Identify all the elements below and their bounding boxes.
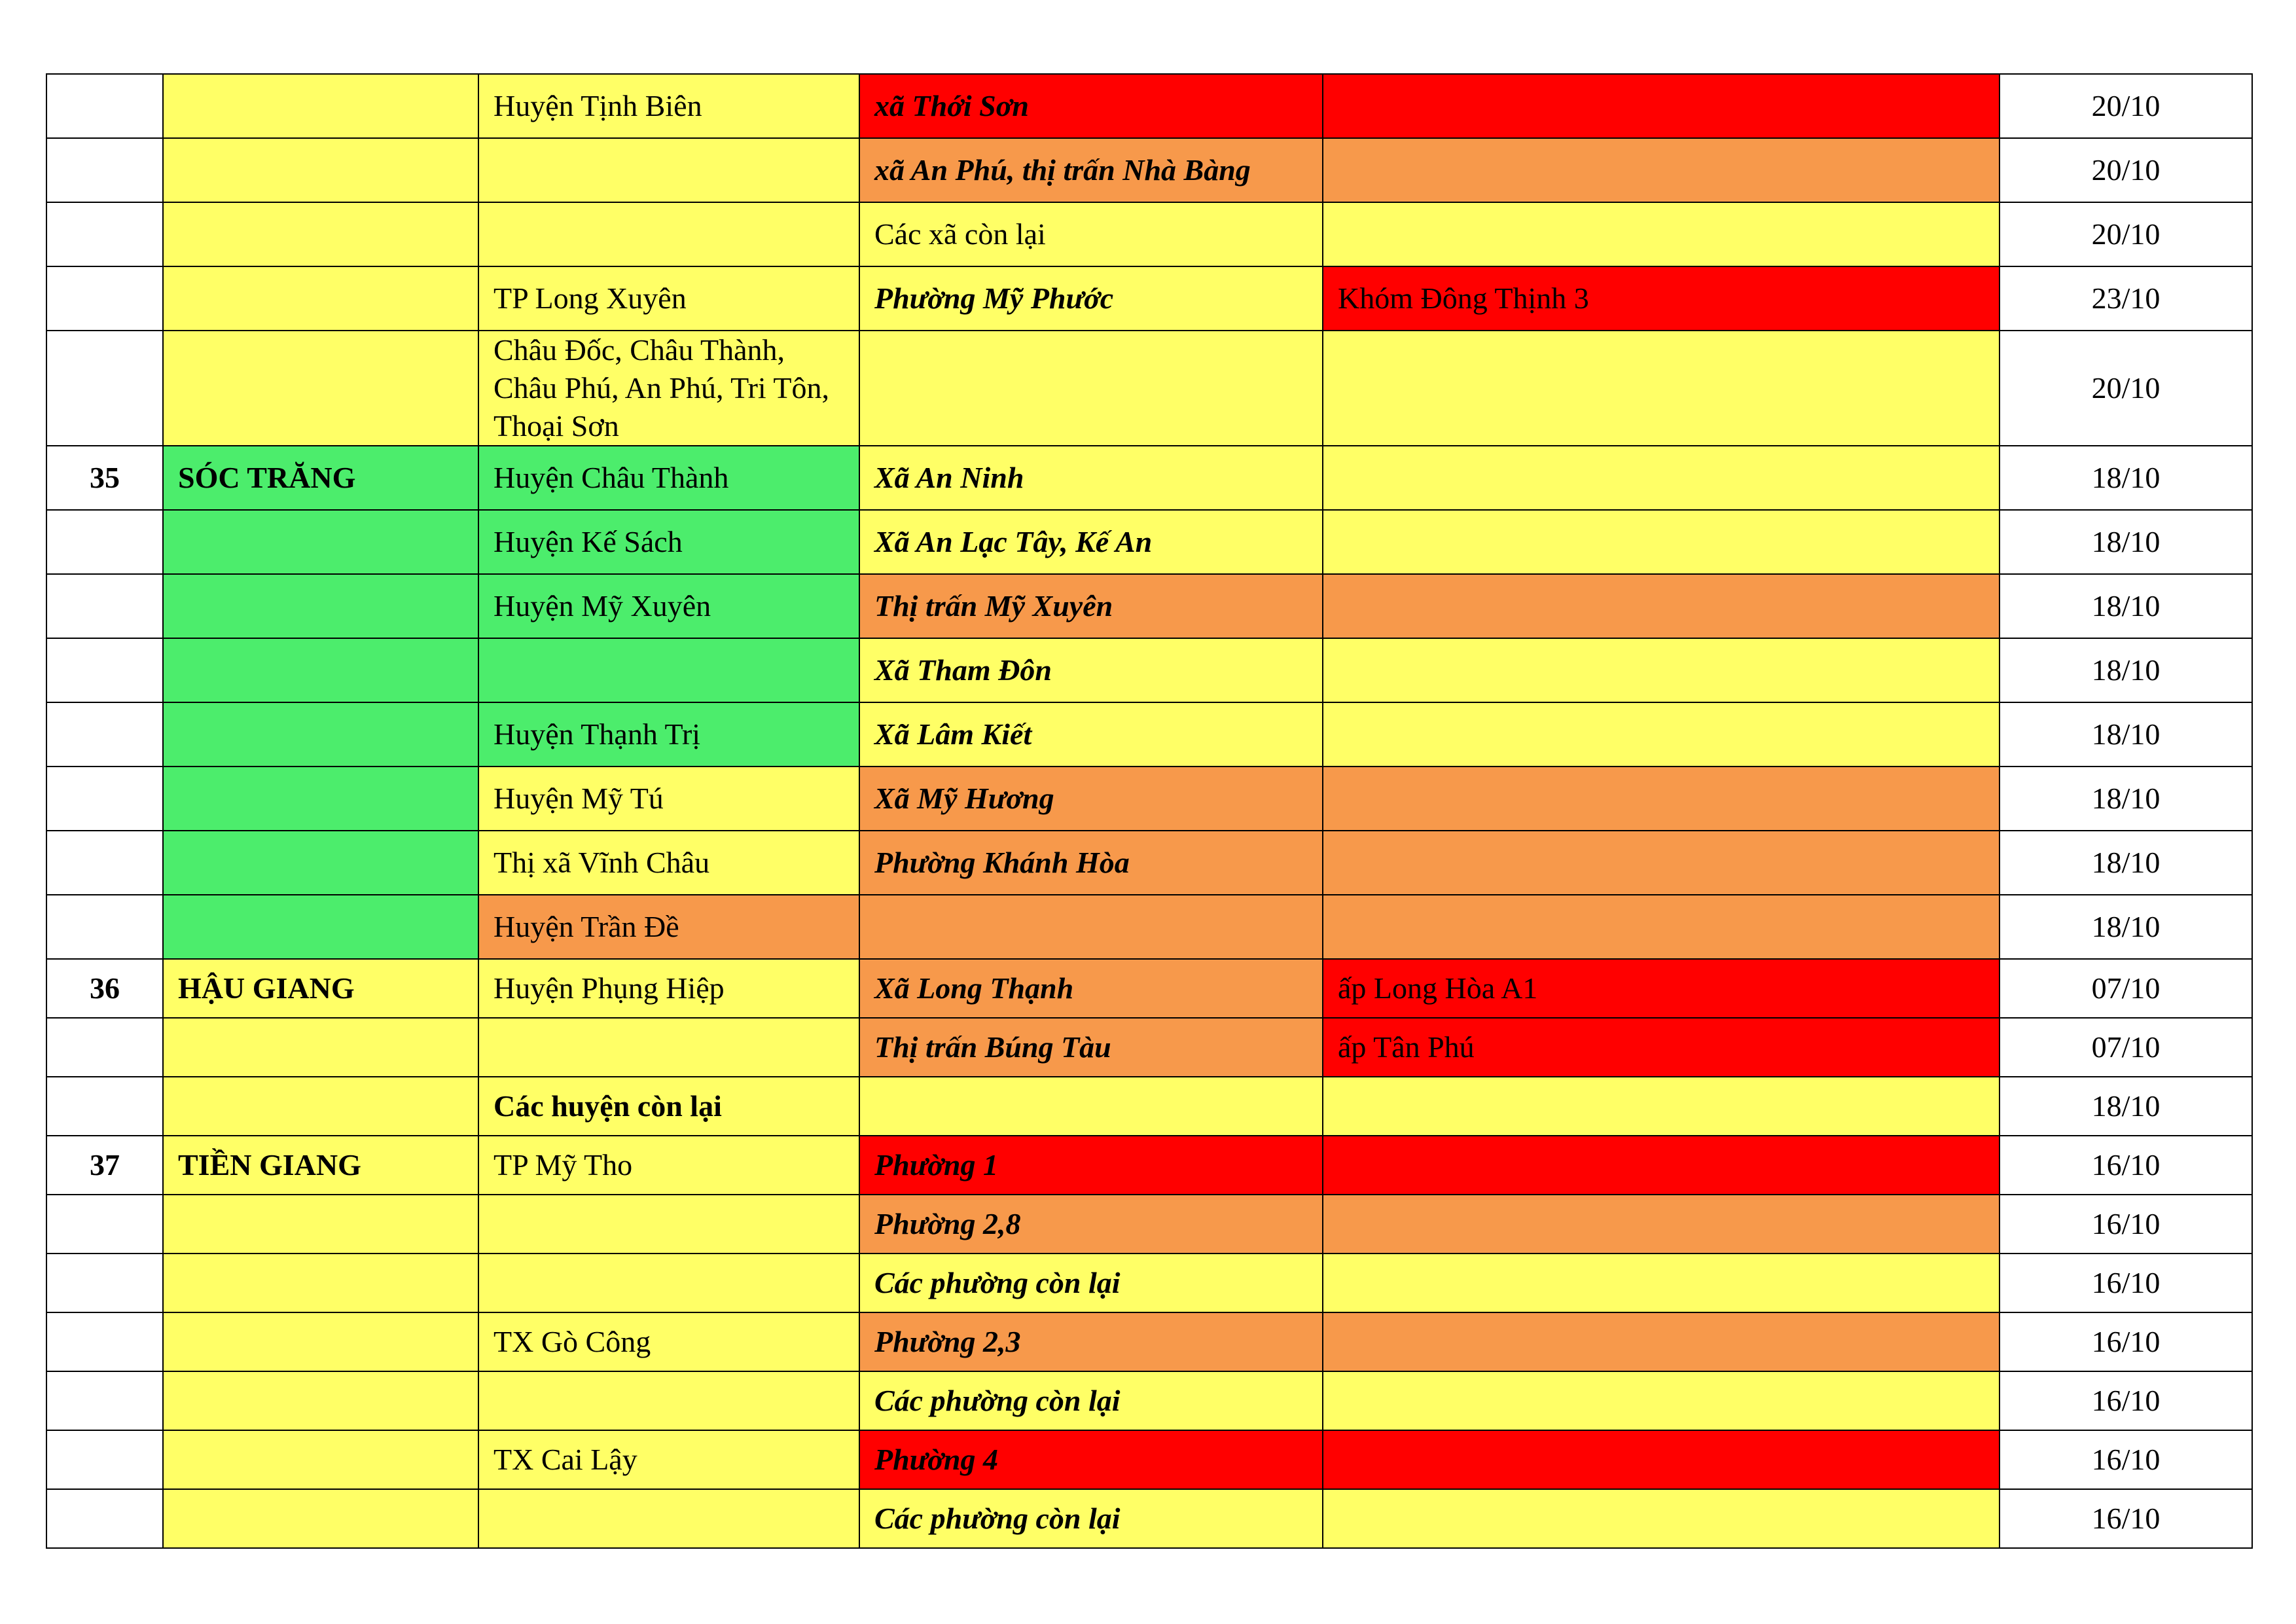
cell-district: Huyện Mỹ Xuyên — [478, 574, 859, 638]
cell-date: 16/10 — [2000, 1489, 2252, 1548]
cell-stt — [46, 266, 163, 331]
cell-province — [163, 831, 478, 895]
table-row — [46, 1312, 2252, 1371]
cell-hamlet — [1323, 1254, 2000, 1312]
cell-date: 18/10 — [2000, 510, 2252, 574]
cell-hamlet: Khóm Đông Thịnh 3 — [1323, 266, 2000, 331]
table-row — [46, 138, 2252, 202]
cell-date: 18/10 — [2000, 638, 2252, 702]
cell-hamlet: ấp Tân Phú — [1323, 1018, 2000, 1077]
cell-date: 07/10 — [2000, 1018, 2252, 1077]
cell-district: Huyện Trần Đề — [478, 895, 859, 959]
cell-province — [163, 202, 478, 266]
cell-stt — [46, 331, 163, 446]
cell-hamlet — [1323, 574, 2000, 638]
table-row — [46, 1195, 2252, 1254]
cell-hamlet — [1323, 1371, 2000, 1430]
cell-stt — [46, 831, 163, 895]
cell-stt — [46, 202, 163, 266]
table-row — [46, 202, 2252, 266]
cell-stt — [46, 1195, 163, 1254]
table-row — [46, 702, 2252, 767]
cell-district — [478, 202, 859, 266]
cell-stt — [46, 1254, 163, 1312]
table-row — [46, 331, 2252, 446]
cell-province — [163, 1371, 478, 1430]
cell-stt — [46, 702, 163, 767]
cell-date: 16/10 — [2000, 1254, 2252, 1312]
cell-district — [478, 1018, 859, 1077]
cell-date: 18/10 — [2000, 831, 2252, 895]
cell-district: Thị xã Vĩnh Châu — [478, 831, 859, 895]
cell-date: 20/10 — [2000, 74, 2252, 138]
cell-district: Huyện Tịnh Biên — [478, 74, 859, 138]
cell-province — [163, 266, 478, 331]
cell-district — [478, 1489, 859, 1548]
cell-province — [163, 895, 478, 959]
cell-commune: Phường Khánh Hòa — [859, 831, 1323, 895]
cell-hamlet — [1323, 1312, 2000, 1371]
cell-district: Các huyện còn lại — [478, 1077, 859, 1136]
cell-date: 16/10 — [2000, 1195, 2252, 1254]
cell-district — [478, 138, 859, 202]
cell-province — [163, 331, 478, 446]
cell-district: Huyện Phụng Hiệp — [478, 959, 859, 1018]
cell-province — [163, 702, 478, 767]
cell-commune: Phường 4 — [859, 1430, 1323, 1489]
cell-hamlet — [1323, 1136, 2000, 1195]
cell-date: 20/10 — [2000, 202, 2252, 266]
cell-commune: Phường 1 — [859, 1136, 1323, 1195]
cell-district: TP Long Xuyên — [478, 266, 859, 331]
cell-district: TX Gò Công — [478, 1312, 859, 1371]
cell-date: 07/10 — [2000, 959, 2252, 1018]
cell-district — [478, 1371, 859, 1430]
cell-date: 16/10 — [2000, 1312, 2252, 1371]
cell-hamlet — [1323, 1489, 2000, 1548]
cell-stt — [46, 74, 163, 138]
cell-commune: xã An Phú, thị trấn Nhà Bàng — [859, 138, 1323, 202]
cell-commune: Phường Mỹ Phước — [859, 266, 1323, 331]
cell-hamlet — [1323, 74, 2000, 138]
cell-commune: Các phường còn lại — [859, 1371, 1323, 1430]
cell-province — [163, 1077, 478, 1136]
cell-district: Huyện Mỹ Tú — [478, 767, 859, 831]
cell-commune: Xã Tham Đôn — [859, 638, 1323, 702]
cell-district — [478, 1254, 859, 1312]
table-row — [46, 446, 2252, 510]
cell-province — [163, 74, 478, 138]
cell-stt — [46, 638, 163, 702]
cell-date: 18/10 — [2000, 702, 2252, 767]
cell-province — [163, 1312, 478, 1371]
table-row — [46, 895, 2252, 959]
cell-district: Châu Đốc, Châu Thành, Châu Phú, An Phú, Tri Tôn, Thoại Sơn — [478, 331, 859, 446]
cell-province — [163, 1430, 478, 1489]
cell-hamlet — [1323, 138, 2000, 202]
cell-district: Huyện Châu Thành — [478, 446, 859, 510]
cell-hamlet — [1323, 446, 2000, 510]
cell-stt — [46, 510, 163, 574]
cell-date: 20/10 — [2000, 138, 2252, 202]
table-row — [46, 1371, 2252, 1430]
cell-commune: Xã An Lạc Tây, Kế An — [859, 510, 1323, 574]
cell-province: HẬU GIANG — [163, 959, 478, 1018]
cell-commune: Các phường còn lại — [859, 1254, 1323, 1312]
cell-commune: Phường 2,8 — [859, 1195, 1323, 1254]
cell-commune: Xã Long Thạnh — [859, 959, 1323, 1018]
cell-date: 18/10 — [2000, 446, 2252, 510]
table-row — [46, 1018, 2252, 1077]
table-row — [46, 510, 2252, 574]
cell-hamlet — [1323, 1077, 2000, 1136]
cell-commune: Các phường còn lại — [859, 1489, 1323, 1548]
table-row — [46, 831, 2252, 895]
cell-hamlet — [1323, 1430, 2000, 1489]
table-row — [46, 1489, 2252, 1548]
cell-date: 18/10 — [2000, 767, 2252, 831]
cell-district — [478, 638, 859, 702]
cell-commune: Các xã còn lại — [859, 202, 1323, 266]
cell-date: 23/10 — [2000, 266, 2252, 331]
cell-stt — [46, 1489, 163, 1548]
cell-province — [163, 1195, 478, 1254]
cell-stt — [46, 767, 163, 831]
cell-province — [163, 1018, 478, 1077]
cell-hamlet — [1323, 1195, 2000, 1254]
covid-risk-level-table — [46, 73, 2253, 1549]
cell-hamlet — [1323, 638, 2000, 702]
cell-district — [478, 1195, 859, 1254]
cell-stt: 35 — [46, 446, 163, 510]
cell-stt — [46, 1430, 163, 1489]
table-row — [46, 1430, 2252, 1489]
cell-date: 18/10 — [2000, 1077, 2252, 1136]
cell-province: TIỀN GIANG — [163, 1136, 478, 1195]
cell-hamlet — [1323, 331, 2000, 446]
table-row — [46, 959, 2252, 1018]
cell-commune: Xã An Ninh — [859, 446, 1323, 510]
cell-district: Huyện Kế Sách — [478, 510, 859, 574]
cell-stt — [46, 1018, 163, 1077]
cell-hamlet — [1323, 895, 2000, 959]
cell-commune — [859, 895, 1323, 959]
cell-hamlet — [1323, 510, 2000, 574]
cell-commune — [859, 1077, 1323, 1136]
table-row — [46, 74, 2252, 138]
cell-stt — [46, 895, 163, 959]
table-row — [46, 1136, 2252, 1195]
cell-date: 18/10 — [2000, 895, 2252, 959]
table-row — [46, 767, 2252, 831]
cell-stt — [46, 574, 163, 638]
cell-province — [163, 1254, 478, 1312]
cell-province — [163, 767, 478, 831]
cell-stt: 37 — [46, 1136, 163, 1195]
cell-date: 16/10 — [2000, 1371, 2252, 1430]
cell-commune: xã Thới Sơn — [859, 74, 1323, 138]
cell-commune: Phường 2,3 — [859, 1312, 1323, 1371]
cell-district: Huyện Thạnh Trị — [478, 702, 859, 767]
cell-province: SÓC TRĂNG — [163, 446, 478, 510]
cell-province — [163, 138, 478, 202]
cell-commune: Thị trấn Mỹ Xuyên — [859, 574, 1323, 638]
cell-commune — [859, 331, 1323, 446]
cell-stt — [46, 1077, 163, 1136]
cell-hamlet — [1323, 702, 2000, 767]
cell-stt — [46, 1312, 163, 1371]
cell-hamlet — [1323, 767, 2000, 831]
cell-hamlet — [1323, 202, 2000, 266]
cell-date: 16/10 — [2000, 1136, 2252, 1195]
cell-date: 16/10 — [2000, 1430, 2252, 1489]
cell-hamlet — [1323, 831, 2000, 895]
cell-date: 18/10 — [2000, 574, 2252, 638]
cell-district: TP Mỹ Tho — [478, 1136, 859, 1195]
cell-stt: 36 — [46, 959, 163, 1018]
cell-province — [163, 510, 478, 574]
cell-date: 20/10 — [2000, 331, 2252, 446]
cell-hamlet: ấp Long Hòa A1 — [1323, 959, 2000, 1018]
table-row — [46, 638, 2252, 702]
cell-district: TX Cai Lậy — [478, 1430, 859, 1489]
cell-commune: Xã Lâm Kiết — [859, 702, 1323, 767]
cell-stt — [46, 1371, 163, 1430]
cell-commune: Xã Mỹ Hương — [859, 767, 1323, 831]
table-row — [46, 1077, 2252, 1136]
table-row — [46, 574, 2252, 638]
table-body — [46, 74, 2252, 1548]
cell-commune: Thị trấn Búng Tàu — [859, 1018, 1323, 1077]
table-row — [46, 1254, 2252, 1312]
cell-stt — [46, 138, 163, 202]
cell-province — [163, 574, 478, 638]
cell-province — [163, 638, 478, 702]
table-row — [46, 266, 2252, 331]
cell-province — [163, 1489, 478, 1548]
